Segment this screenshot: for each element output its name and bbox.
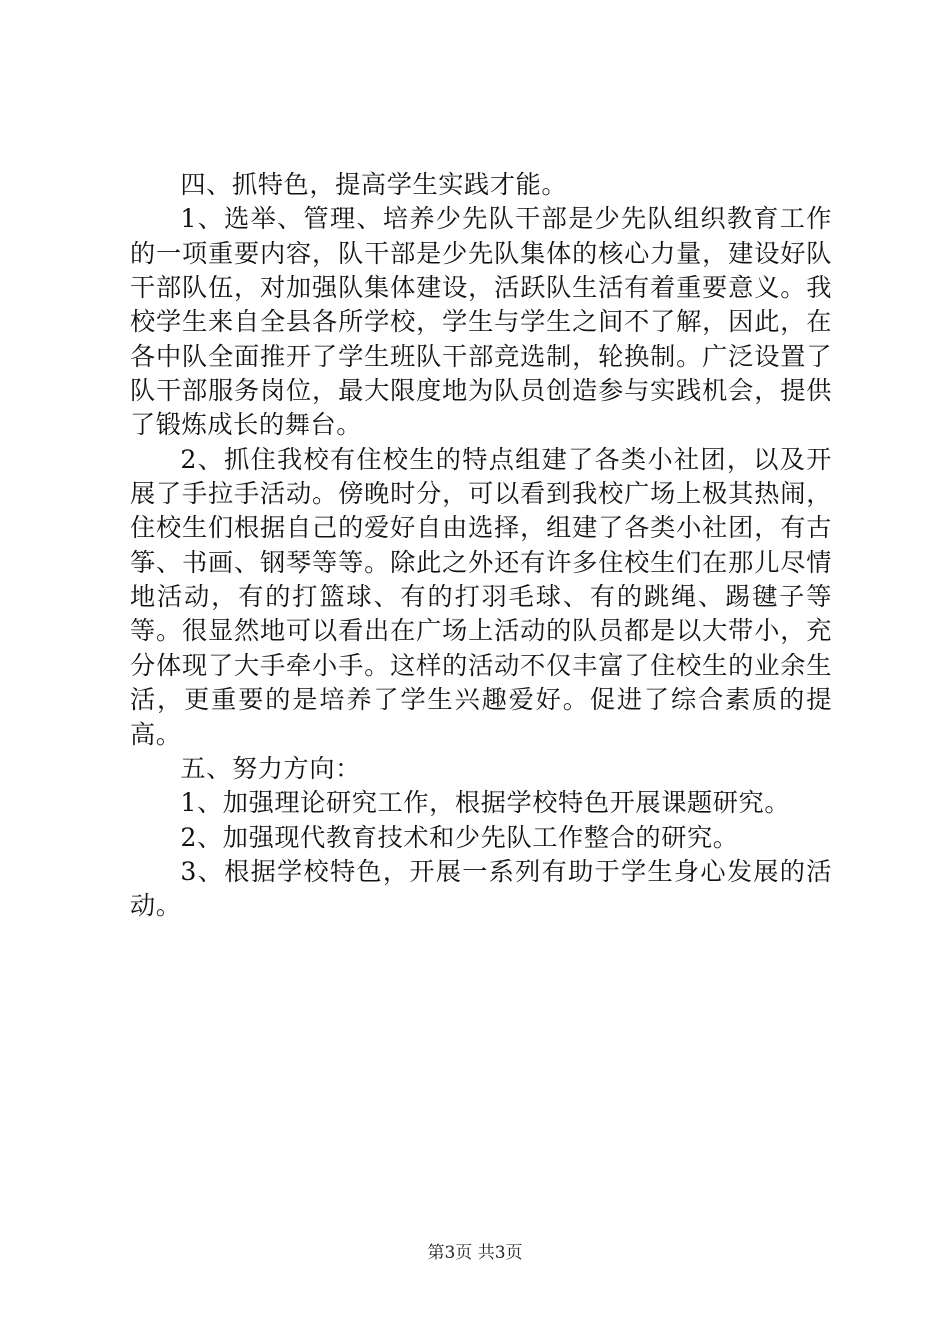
paragraph-item-2: 2、抓住我校有住校生的特点组建了各类小社团，以及开展了手拉手活动。傍晚时分，可以看到我校广场上极其热闹，住校生们根据自己的爱好自由选择，组建了各类小社团，有古筝、书画、钢琴等等。除此之外还有许多住校生们在那儿尽情地活动，有的打篮球、有的打羽毛球、有的跳绳、踢毽子等等。很显然地可以看出在广场上活动的队员都是以大带小，充分体现了大手牵小手。这样的活动不仅丰富了住校生的业余生活，更重要的是培养了学生兴趣爱好。促进了综合素质的提高。	[130, 444, 832, 749]
page-number-label: 第3页 共3页	[427, 1243, 523, 1263]
page-footer	[0, 1241, 950, 1265]
section-heading-four: 四、抓特色，提高学生实践才能。	[180, 170, 568, 199]
section-heading-five: 五、努力方向：	[180, 753, 361, 783]
direction-item-1: 1、加强理论研究工作，根据学校特色开展课题研究。	[180, 788, 791, 818]
paragraph-item-1: 1、选举、管理、培养少先队干部是少先队组织教育工作的一项重要内容，队干部是少先队集体的核心力量，建设好队干部队伍，对加强队集体建设，活跃队生活有着重要意义。我校学生来自全县各所学校，学生与学生之间不了解，因此，在各中队全面推开了学生班队干部竞选制，轮换制。广泛设置了队干部服务岗位，最大限度地为队员创造参与实践机会，提供了锻炼成长的舞台。	[130, 204, 832, 440]
direction-item-3: 3、根据学校特色，开展一系列有助于学生身心发展的活动。	[130, 856, 832, 921]
direction-item-2: 2、加强现代教育技术和少先队工作整合的研究。	[180, 822, 739, 852]
document-body	[130, 168, 832, 924]
